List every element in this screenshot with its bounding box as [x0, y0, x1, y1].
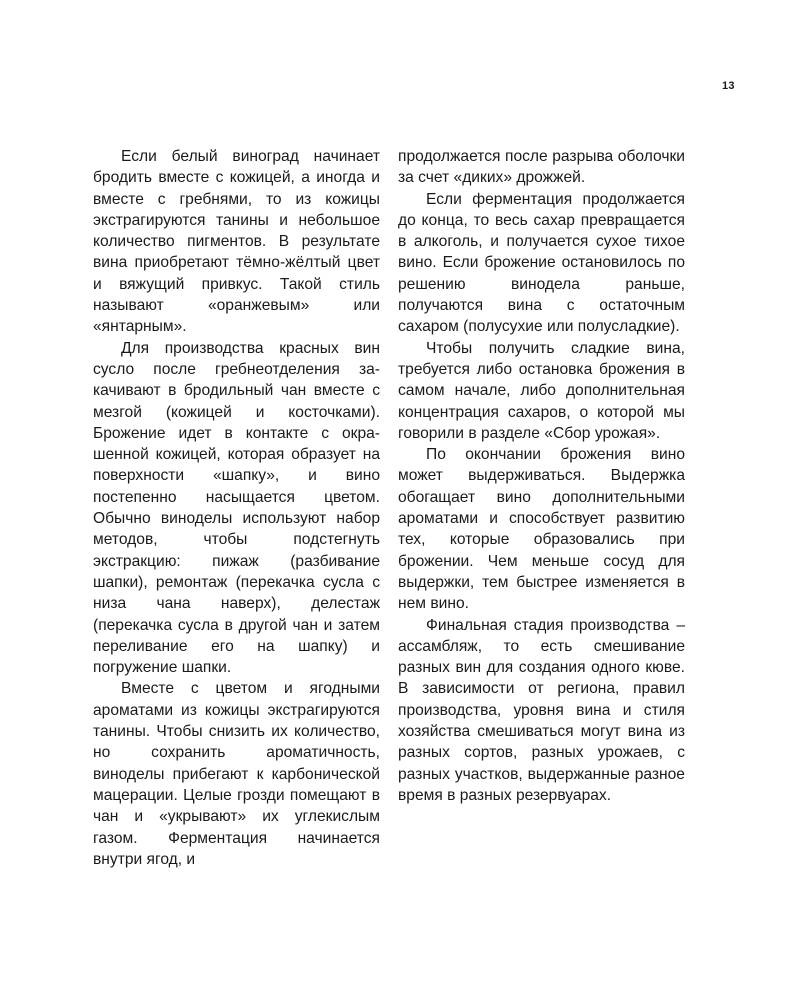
paragraph-assemblage: Финальная стадия производства – ассамбляж, то есть смешивание разных вин для создания одного кюве. В зависимости от региона, правил производства, уровня вина и стиля хозяйства смешиваться могут вина из разных сортов, разных урожаев, с разных участков, выдержанные разное время в разных резервуарах. — [398, 616, 685, 804]
text-column-left — [93, 146, 380, 870]
paragraph-dry-wine: Если ферментация продолжается до конца, то весь сахар превращается в алкоголь, и получается сухое тихое вино. Если брожение остановилось по решению винодела раньше, получаются вина с остаточным сахаром (полусухие или полусладкие). — [398, 190, 685, 336]
paragraph-carbonic-maceration: Вместе с цветом и ягодными ароматами из кожицы экстрагируются танины. Чтобы снизить их количество, но сохранить ароматичность, виноделы прибегают к карбонической мацерации. Целые грозди помещают в чан и «укрывают» их углекислым газом. Ферментация начинается внутри ягод, и — [93, 680, 380, 868]
paragraph-aging: По окончании брожения вино может выдерживаться. Выдержка обогащает вино дополнительными ароматами и способствует развитию тех, которые образовались при брожении. Чем меньше сосуд для выдержки, тем быстрее изменяется в нем вино. — [398, 446, 685, 613]
paragraph-sweet-wine: Чтобы получить сладкие вина, требуется либо остановка брожения в самом начале, либо дополнительная концентрация сахаров, о которой мы говорили в разделе «Сбор урожая». — [398, 339, 685, 442]
text-column-right — [398, 146, 685, 806]
paragraph-orange-wine: Если белый виноград начинает бродить вместе с кожицей, а иногда и вместе с гребнями, то из кожицы экстрагируются танины и небольшое количество пигментов. В результате вина приобретают тёмно-жёлтый цвет и вяжущий привкус. Такой стиль называют «оранжевым» или «янтарным». — [93, 148, 380, 336]
paragraph-red-wine-production: Для производства красных вин сусло после гребнеотделения закачивают в бродильный чан вместе с мезгой (кожицей и косточками). Брожение идет в контакте с окрашенной кожицей, которая образует на поверхности «шапку», и вино постепенно насыщается цветом. Обычно виноделы используют набор методов, чтобы подстегнуть экстракцию: пижаж (разбивание шапки), ремонтаж (перекачка сусла с низа чана наверх), делестаж (перекачка сусла в другой чан и затем переливание его на шапку) и погружение шапки. — [93, 339, 380, 677]
page-number: 13 — [722, 80, 735, 92]
paragraph-continuation: продолжается после разрыва оболочки за счет «диких» дрожжей. — [398, 148, 685, 187]
